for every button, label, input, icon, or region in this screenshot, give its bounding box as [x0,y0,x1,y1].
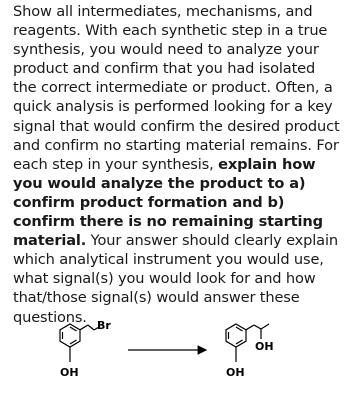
hydroxyl-label-product: OH [226,366,245,379]
question-text [13,2,343,327]
bromine-label: Br [97,319,111,332]
reaction-scheme [0,300,350,411]
question-bold-instruction: explain how you would analyze the product to a) confirm product formation and b) confirm there is no remaining starting material. [13,155,323,250]
hydroxyl-label-start: OH [60,366,79,379]
question-closing: Your answer should clearly explain which analytical instrument you would use, what signal(s) you would look for and how that/those signal(s) would answer these questions. [13,232,338,326]
question-intro: Show all intermediates, mechanisms, and reagents. With each synthetic step in a true synthesis, you would need to analyze your product and confirm that you had isolated the correct intermediate or product. Often, a quick analysis is performed looking for a key signal that would confirm the desired product and confirm no starting material remains. For each step in your synthesis, [13,3,340,173]
hydroxyl-label-secondary: OH [255,340,274,353]
propyl-chain [246,325,254,330]
propyl-chain [80,325,88,330]
starting-material-structure [60,324,99,362]
